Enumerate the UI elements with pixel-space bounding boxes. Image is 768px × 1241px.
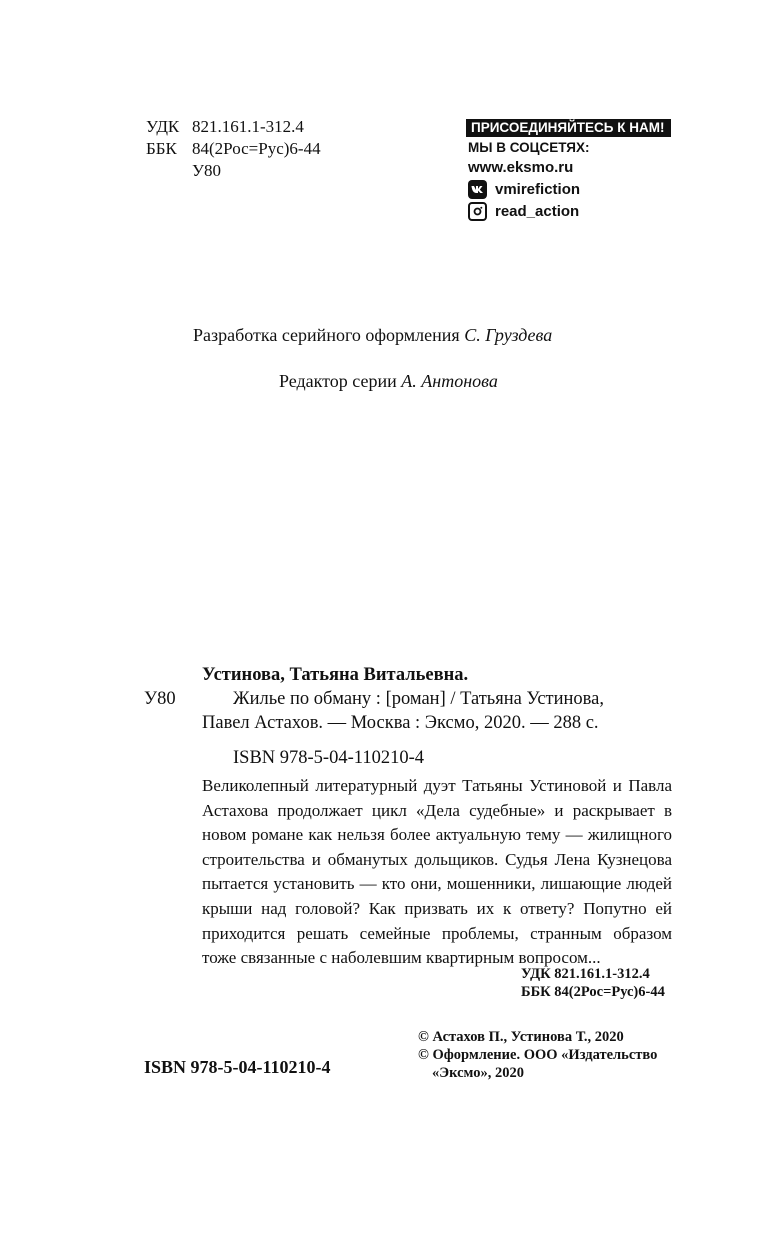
copyright-design: © Оформление. ООО «Издательство bbox=[418, 1047, 658, 1063]
bbk-value: 84(2Рос=Рус)6-44 bbox=[192, 139, 321, 158]
udk-label: УДК bbox=[146, 117, 180, 136]
bbk-row bbox=[146, 138, 321, 160]
design-credit-label: Разработка серийного оформления bbox=[193, 325, 460, 345]
classification-block bbox=[146, 116, 321, 182]
author-sign: У80 bbox=[192, 161, 222, 180]
instagram-link[interactable] bbox=[468, 202, 671, 221]
join-banner-text: ПРИСОЕДИНЯЙТЕСЬ К НАМ! bbox=[466, 119, 671, 137]
social-block bbox=[466, 119, 671, 221]
editor-credit-name: А. Антонова bbox=[401, 371, 498, 391]
author-sign-row bbox=[146, 160, 321, 182]
vk-link[interactable] bbox=[468, 180, 671, 199]
design-credit bbox=[193, 325, 552, 346]
editor-credit-label: Редактор серии bbox=[279, 371, 397, 391]
author-heading: Устинова, Татьяна Витальевна. bbox=[202, 665, 469, 685]
udk-value: 821.161.1-312.4 bbox=[192, 117, 304, 136]
copyright-authors: © Астахов П., Устинова Т., 2020 bbox=[418, 1029, 624, 1045]
editor-credit bbox=[279, 371, 498, 392]
vk-icon bbox=[468, 180, 487, 199]
footer-bbk: ББК 84(2Рос=Рус)6-44 bbox=[521, 984, 665, 1000]
instagram-icon bbox=[468, 202, 487, 221]
author-sign-left: У80 bbox=[144, 689, 176, 709]
title-line-1: Жилье по обману : [роман] / Татьяна Устинова, bbox=[233, 689, 605, 709]
footer-udk: УДК 821.161.1-312.4 bbox=[521, 966, 650, 982]
design-credit-name: С. Груздева bbox=[464, 325, 553, 345]
website-link[interactable]: www.eksmo.ru bbox=[468, 159, 574, 176]
join-banner bbox=[466, 119, 671, 137]
udk-row bbox=[146, 116, 321, 138]
footer-isbn: ISBN 978-5-04-110210-4 bbox=[144, 1057, 331, 1077]
copyright-publisher: «Эксмо», 2020 bbox=[432, 1065, 524, 1081]
annotation: Великолепный литературный дуэт Татьяны Устиновой и Павла Астахова продолжает цикл «Дела судебные» и раскрывает в новом романе как нельзя более актуальную тему — жилищного строительства и обманутых дольщиков. Судья Лена Кузнецова пытается установить — кто они, мошенники, лишающие людей крыши над головой? Как призвать их к ответу? Попутно ей приходится решать семейные проблемы, странным образом тоже связанные с наболевшим квартирным вопросом... bbox=[202, 776, 672, 968]
social-subtitle: МЫ В СОЦСЕТЯХ: bbox=[468, 140, 590, 155]
instagram-handle: read_action bbox=[495, 203, 580, 220]
title-line-2: Павел Астахов. — Москва : Эксмо, 2020. — 288 с. bbox=[202, 713, 599, 733]
vk-handle: vmirefiction bbox=[495, 181, 581, 198]
bbk-label: ББК bbox=[146, 139, 177, 158]
isbn-record: ISBN 978-5-04-110210-4 bbox=[233, 748, 424, 768]
